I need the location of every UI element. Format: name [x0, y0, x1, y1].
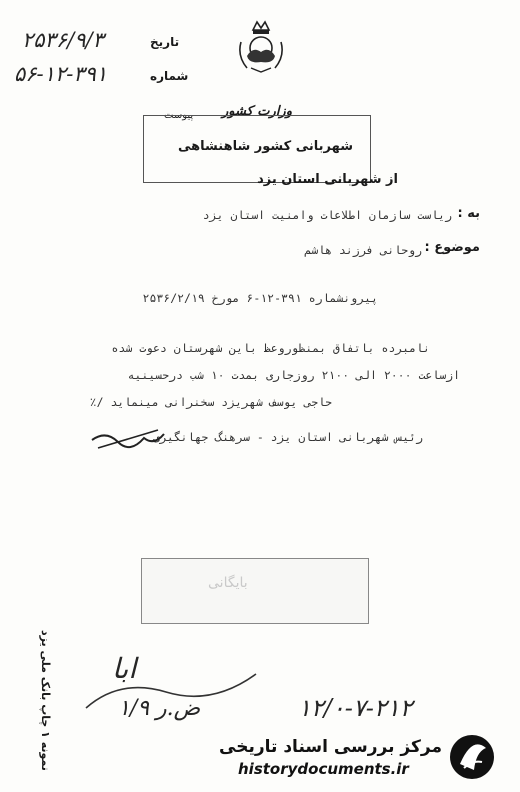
body-line-2: ازساعت ۲۰۰۰ الی ۲۱۰۰ روزجاری بمدت ۱۰ شب درحسینیه	[127, 368, 460, 382]
date-label: تاریخ	[150, 35, 180, 49]
to-value: ریاست سازمان اطلاعات وامنیت استان یزد	[202, 208, 452, 222]
number-value: ۵۶-۱۲-۳۹۱	[14, 62, 108, 86]
signature-line: رئیس شهربانی استان یزد - سرهنگ جهانگیری	[152, 430, 423, 444]
vertical-print-note: نمونه ۱ چاپ بانک ملی یزد	[39, 630, 52, 771]
number-label: شماره	[150, 69, 189, 83]
archive-stamp-box	[141, 558, 369, 624]
lion-and-sun-emblem-icon	[233, 16, 289, 76]
margin-note-2: ض.ر ۱/۹	[118, 696, 201, 721]
ministry-title: وزارت کشور	[222, 104, 292, 119]
to-label: به :	[457, 206, 480, 221]
signature-scribble	[88, 422, 168, 456]
reference-line: پیرونشماره ۳۹۱-۱۲-۶ مورخ ۲۵۳۶/۲/۱۹	[142, 291, 378, 305]
date-value: ۲۵۳۶/۹/۳	[22, 28, 104, 52]
subject-value: روحانی فرزند هاشم	[304, 243, 422, 257]
body-line-1: نامبرده باتفاق بمنظوروعظ باین شهرستان دعوت شده	[111, 341, 430, 355]
archive-stamp-text: بایگانی	[208, 575, 248, 591]
margin-note-1: ابا	[112, 652, 137, 685]
footer-url[interactable]: historydocuments.ir	[238, 760, 409, 778]
archive-logo-icon	[448, 730, 496, 782]
body-line-3: حاجی یوسف شهریزد سخنرانی مینماید /٪	[89, 395, 332, 409]
subject-label: موضوع :	[424, 240, 480, 255]
letter-from: از شهربانی استان یزد	[257, 172, 398, 187]
archive-code: ۱۲/۰-۷-۲۱۲	[298, 694, 413, 722]
margin-scribble	[80, 668, 260, 718]
department-stamp-text: شهربانی کشور شاهنشاهی	[178, 139, 353, 154]
attachment-label: پیوست	[164, 110, 194, 121]
footer-title: مرکز بررسی اسناد تاریخی	[219, 737, 442, 757]
